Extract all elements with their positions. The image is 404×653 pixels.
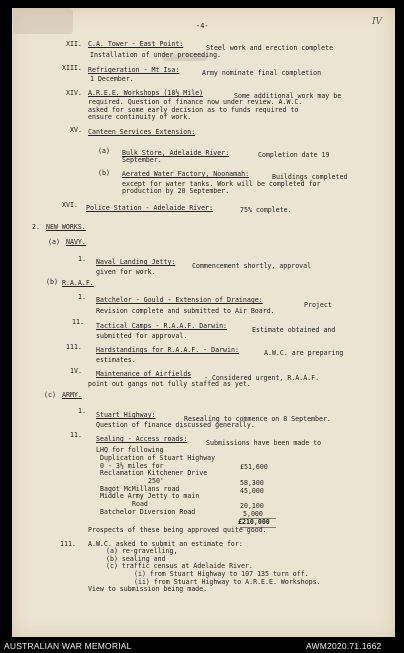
entry-text: Resealing to commence on 8 September. <box>184 415 331 423</box>
sub-item-label: (a) <box>98 147 110 155</box>
item-number: XIII. <box>62 64 82 72</box>
subsection-title: ARMY. <box>62 391 82 399</box>
sub-item-text: Buildings completed <box>272 173 348 181</box>
entry-title: Sealing - Access roads: <box>96 435 188 443</box>
entry-text: - Considered urgent, R.A.A.F. <box>204 374 320 382</box>
item-title: Police Station - Adelaide River: <box>86 204 214 212</box>
item-title: Canteen Services Extension: <box>88 128 196 136</box>
item-title: A.R.E.E. Workshops (18½ Mile) <box>88 89 204 97</box>
archive-id: AWM2020.71.1662 <box>306 641 382 651</box>
entry-number: 1. <box>78 407 86 415</box>
entry-text: View to submission being made. <box>88 585 208 593</box>
entry-title: Maintenance of Airfields <box>96 370 192 378</box>
entry-text: (b) sealing and <box>106 555 166 563</box>
entry-title: Naval Landing Jetty: <box>96 258 176 266</box>
sub-item-text: except for water tanks. Work will be completed for <box>122 180 321 188</box>
sub-item-text: Completion date 19 <box>258 151 330 159</box>
sub-item-text: September. <box>122 156 162 164</box>
item-text: Installation of under proceeding. <box>90 51 222 59</box>
entry-text: A.W.C. are preparing <box>264 349 344 357</box>
road-item: Middle Army Jetty to main <box>100 492 200 500</box>
sub-item-text: production by 20 September. <box>122 187 230 195</box>
item-title: Refrigeration - Mt Isa: <box>88 66 180 74</box>
entry-text: Project <box>304 301 332 309</box>
item-number: XVI. <box>62 201 78 209</box>
sub-item-label: (b) <box>98 169 110 177</box>
road-amount: £51,600 <box>240 463 268 471</box>
entry-text: Commencement shortly, approval <box>192 262 312 270</box>
item-number: XII. <box>66 40 82 48</box>
subsection-label: (c) <box>44 391 56 399</box>
entry-number: 1. <box>78 255 86 263</box>
entry-text: A.W.C. asked to submit an estimate for: <box>88 540 243 548</box>
archive-credit: AUSTRALIAN WAR MEMORIAL <box>4 641 132 651</box>
entry-text: Revision complete and submitted to Air Board. <box>96 307 275 315</box>
entry-text: Estimate obtained and <box>252 326 336 334</box>
road-item: Duplication of Stuart Highway <box>100 454 216 462</box>
item-text: Steel work and erection complete <box>206 44 334 52</box>
entry-number: 11. <box>70 431 82 439</box>
entry-text: (c) traffic census at Adelaide River. <box>106 562 253 570</box>
entry-title: Tactical Camps - R.A.A.F. Darwin: <box>96 322 228 330</box>
entry-text: given for work. <box>96 268 156 276</box>
entry-text: (i) from Stuart Highway to 107 135 turn off. <box>134 570 309 578</box>
item-text: Some additional work may be <box>234 92 342 100</box>
entry-text: Question of finance discussed generally. <box>96 421 255 429</box>
road-item: 0 - 3½ miles for <box>100 462 164 470</box>
road-item: Bagot McMillans road <box>100 485 180 493</box>
entry-text: (ii) from Stuart Highway to A.R.E.E. Workshops. <box>134 578 321 586</box>
road-amount: 5,000 <box>243 510 263 518</box>
road-total: £210,000 <box>238 518 270 526</box>
entry-title: Hardstandings for R.A.A.F. - Darwin: <box>96 346 239 354</box>
entry-text: point out gangs not fully staffed as yet. <box>88 380 251 388</box>
road-item: 250' <box>148 477 164 485</box>
section-number: 2. <box>32 223 40 231</box>
subsection-label: (a) <box>48 238 60 246</box>
road-amount: 45,000 <box>240 487 264 495</box>
corner-annotation: IV <box>372 17 383 27</box>
road-item: Road <box>132 500 148 508</box>
section-title: NEW WORKS. <box>46 223 86 231</box>
entry-text: Prospects of these being approved quite good. <box>88 526 267 534</box>
subsection-title: R.A.A.F. <box>62 279 94 287</box>
sub-item-title: Aerated Water Factory, Noonamah: <box>122 170 250 178</box>
sub-item-title: Bulk Store, Adelaide River: <box>122 149 230 157</box>
item-number: XIV. <box>66 89 82 97</box>
road-item: Reclamation Kitchener Drive <box>100 469 208 477</box>
item-title: C.A. Tower - East Point: <box>88 40 184 48</box>
item-text: asked for some early decision as to funds required to <box>88 106 299 114</box>
entry-number: 1. <box>78 293 86 301</box>
entry-title: Batchelor - Gould - Extension of Drainage: <box>96 296 263 304</box>
entry-title: Stuart Highway: <box>96 411 156 419</box>
entry-text: LHQ for following <box>96 446 164 454</box>
entry-text: (a) re-gravelling, <box>106 547 178 555</box>
entry-text: Submissions have been made to <box>206 439 322 447</box>
item-text: 75% complete. <box>240 206 292 214</box>
item-text: ensure continuity of work. <box>88 113 192 121</box>
entry-text: estimates. <box>96 356 136 364</box>
entry-number: 111. <box>66 343 82 351</box>
item-text: 1 December. <box>90 75 134 83</box>
item-text: Army nominate final completion <box>202 69 322 77</box>
road-amount: 20,100 <box>240 502 264 510</box>
subsection-label: (b) <box>46 278 58 286</box>
entry-number: 111. <box>60 540 76 548</box>
entry-number: 1V. <box>70 367 82 375</box>
road-item: Batchelor Diversion Road <box>100 508 196 516</box>
road-amount: 58,300 <box>240 479 264 487</box>
item-number: XV. <box>70 126 82 134</box>
page-number: -4- <box>196 22 209 30</box>
entry-number: 11. <box>72 318 84 326</box>
subsection-title: NAVY. <box>66 238 86 246</box>
item-text: required. Question of finance now under review. A.W.C. <box>88 98 303 106</box>
paper-stain <box>13 8 73 34</box>
entry-text: submitted for approval. <box>96 332 188 340</box>
